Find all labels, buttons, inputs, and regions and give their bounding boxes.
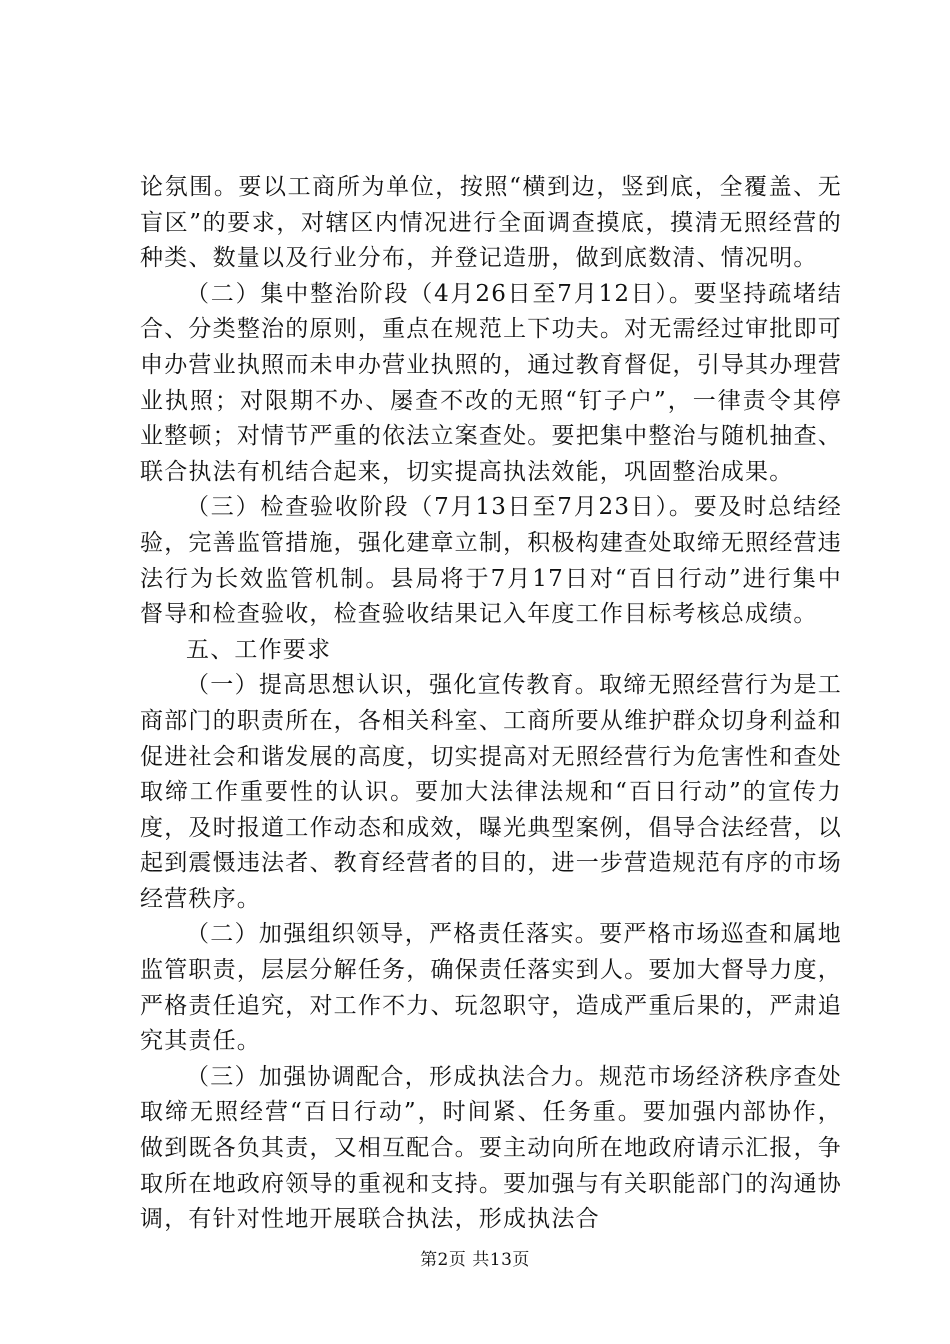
paragraph-requirement-two: （二）加强组织领导，严格责任落实。要严格市场巡查和属地监管职责，层层分解任务，确保责任落实到人。要加大督导力度，严格责任追究，对工作不力、玩忽职守，造成严重后果的，严肃追究其责任。 <box>140 921 842 1055</box>
paragraph-requirement-three: （三）加强协调配合，形成执法合力。规范市场经济秩序查处取缔无照经营“百日行动”，时间紧、任务重。要加强内部协作，做到既各负其责，又相互配合。要主动向所在地政府请示汇报，争取所在地政府领导的重视和支持。要加强与有关职能部门的沟通协调，有针对性地开展联合执法，形成执法合 <box>140 1063 842 1233</box>
paragraph-phase-two: （二）集中整治阶段（4月26日至7月12日）。要坚持疏堵结合、分类整治的原则，重点在规范上下功夫。对无需经过审批即可申办营业执照而未申办营业执照的，通过教育督促，引导其办理营业执照；对限期不办、屡查不改的无照“钉子户”，一律责令其停业整顿；对情节严重的依法立案查处。要把集中整治与随机抽查、联合执法有机结合起来，切实提高执法效能，巩固整治成果。 <box>140 280 842 485</box>
document-body <box>140 170 842 1238</box>
paragraph-requirement-one: （一）提高思想认识，强化宣传教育。取缔无照经营行为是工商部门的职责所在，各相关科室、工商所要从维护群众切身利益和促进社会和谐发展的高度，切实提高对无照经营行为危害性和查处取缔工作重要性的认识。要加大法律法规和“百日行动”的宣传力度，及时报道工作动态和成效，曝光典型案例，倡导合法经营，以起到震慑违法者、教育经营者的目的，进一步营造规范有序的市场经营秩序。 <box>140 672 842 912</box>
page-number-footer: 第2页 共13页 <box>420 1250 530 1270</box>
section-heading-work-requirements: 五、工作要求 <box>186 636 332 663</box>
paragraph-continuation: 论氛围。要以工商所为单位，按照“横到边，竖到底，全覆盖、无盲区”的要求，对辖区内情况进行全面调查摸底，摸清无照经营的种类、数量以及行业分布，并登记造册，做到底数清、情况明。 <box>140 174 842 272</box>
paragraph-phase-three: （三）检查验收阶段（7月13日至7月23日）。要及时总结经验，完善监管措施，强化建章立制，积极构建查处取缔无照经营违法行为长效监管机制。县局将于7月17日对“百日行动”进行集中督导和检查验收，检查验收结果记入年度工作目标考核总成绩。 <box>140 494 842 628</box>
